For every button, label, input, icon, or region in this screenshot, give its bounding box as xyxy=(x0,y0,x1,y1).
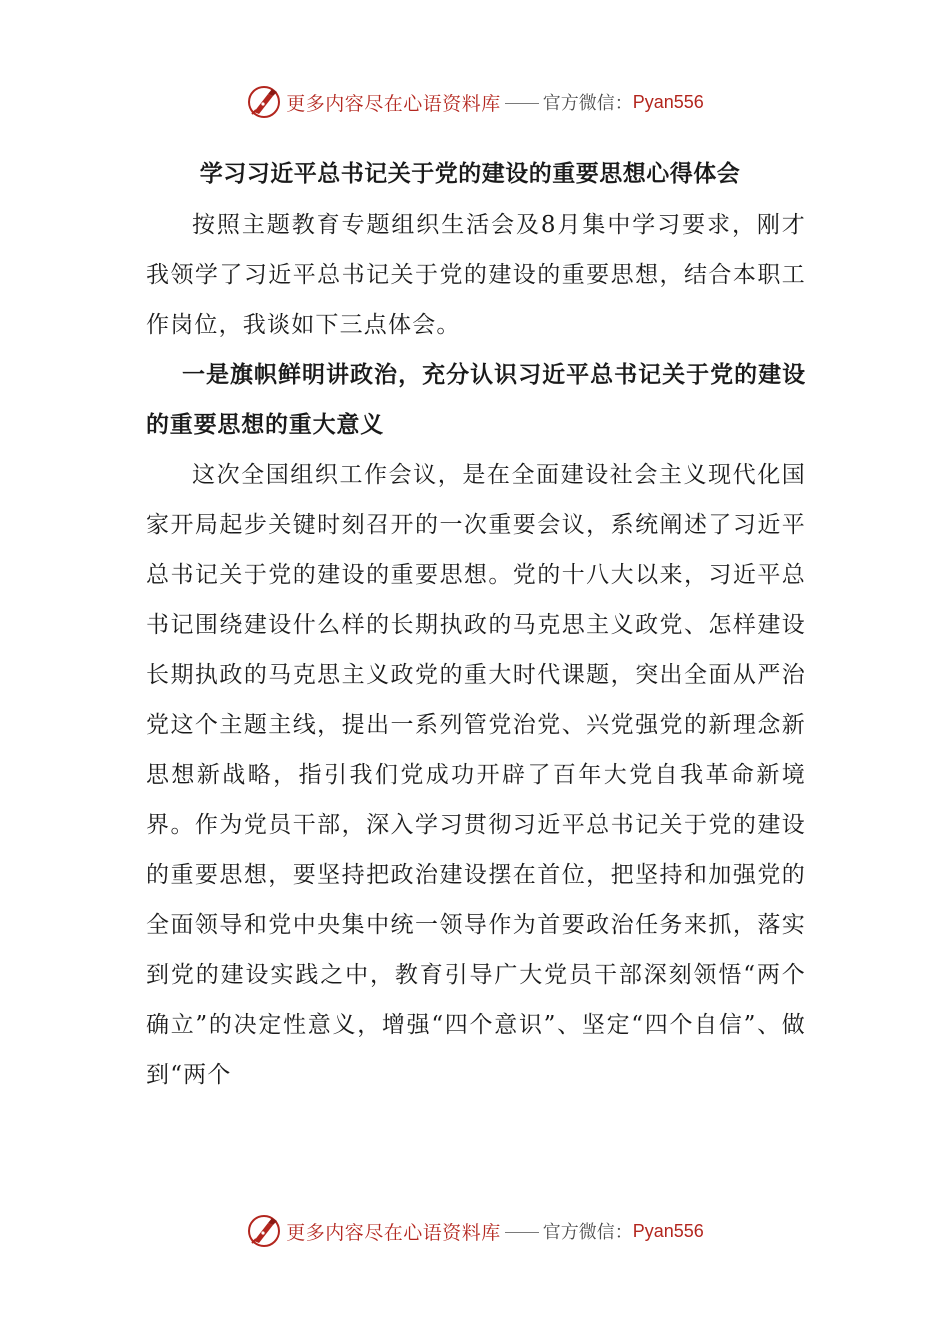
watermark-brand: 更多内容尽在心语资料库 xyxy=(286,1221,501,1244)
watermark-dash xyxy=(505,1232,539,1233)
watermark-brand: 更多内容尽在心语资料库 xyxy=(286,92,501,115)
pen-nib-logo-icon xyxy=(246,84,282,120)
watermark-wechat-label: 官方微信： xyxy=(542,93,633,114)
watermark-account: Pyan556 xyxy=(632,91,704,112)
pen-nib-logo-icon xyxy=(246,1213,282,1249)
section-heading-1: 一是旗帜鲜明讲政治，充分认识习近平总书记关于党的建设的重要思想的重大意义 xyxy=(146,361,806,438)
watermark-account: Pyan556 xyxy=(632,1220,704,1241)
document-body xyxy=(146,150,806,1100)
document-title: 学习习近平总书记关于党的建设的重要思想心得体会 xyxy=(199,160,741,187)
intro-paragraph: 按照主题教育专题组织生活会及8月集中学习要求，刚才我领学了习近平总书记关于党的建设的重要思想，结合本职工作岗位，我谈如下三点体会。 xyxy=(146,212,806,338)
section-body-1: 这次全国组织工作会议，是在全面建设社会主义现代化国家开局起步关键时刻召开的一次重要会议，系统阐述了习近平总书记关于党的建设的重要思想。党的十八大以来，习近平总书记围绕建设什么样的长期执政的马克思主义政党、怎样建设长期执政的马克思主义政党的重大时代课题，突出全面从严治党这个主题主线，提出一系列管党治党、兴党强党的新理念新思想新战略，指引我们党成功开辟了百年大党自我革命新境界。作为党员干部，深入学习贯彻习近平总书记关于党的建设的重要思想，要坚持把政治建设摆在首位，把坚持和加强党的全面领导和党中央集中统一领导作为首要政治任务来抓，落实到党的建设实践之中，教育引导广大党员干部深刻领悟“两个确立”的决定性意义，增强“四个意识”、坚定“四个自信”、做到“两个 xyxy=(146,462,806,1088)
footer-watermark xyxy=(0,1211,950,1251)
watermark-dash xyxy=(505,103,539,104)
watermark-wechat-label: 官方微信： xyxy=(542,1222,633,1243)
header-watermark xyxy=(0,82,950,122)
